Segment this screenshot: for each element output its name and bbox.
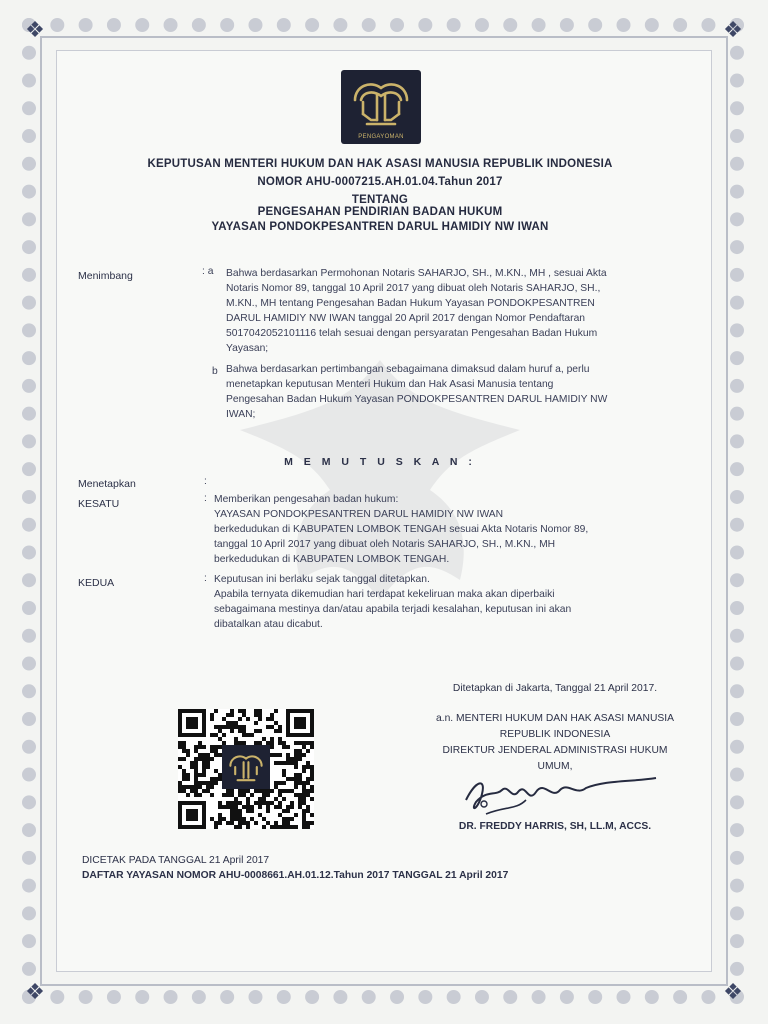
text-line: Bahwa berdasarkan Permohonan Notaris SAHARJO, SH., M.KN., MH , sesuai Akta [226, 268, 607, 279]
signatory-line: DIREKTUR JENDERAL ADMINISTRASI HUKUM [442, 745, 668, 756]
signature-scribble-icon [456, 770, 666, 820]
kesatu-label: KESATU [78, 498, 120, 510]
decree-tentang: TENTANG [351, 194, 409, 206]
text-line: 5017042052101116 telah sesuai dengan persyaratan Pengesahan Badan Hukum [226, 328, 598, 339]
kedua-text [214, 572, 696, 632]
kesatu-text [214, 492, 696, 567]
menimbang-a-text [226, 266, 696, 356]
text-line: berkedudukan di KABUPATEN LOMBOK TENGAH. [214, 554, 450, 565]
signatory-line: a.n. MENTERI HUKUM DAN HAK ASASI MANUSIA [435, 713, 675, 724]
corner-ornament-icon: ❖ [25, 18, 45, 43]
pengayoman-tree-icon [341, 70, 421, 134]
text-line: Keputusan ini berlaku sejak tanggal ditetapkan. [214, 574, 430, 585]
menetapkan-colon: : [204, 476, 207, 487]
kedua-label: KEDUA [78, 577, 115, 589]
pengayoman-emblem [341, 70, 421, 144]
corner-ornament-icon: ❖ [25, 980, 45, 1005]
menetapkan-label: Menetapkan [78, 478, 136, 490]
pengayoman-tree-icon [222, 745, 270, 789]
corner-ornament-icon: ❖ [723, 980, 743, 1005]
text-line: Yayasan; [226, 343, 269, 354]
qr-center-emblem [222, 745, 270, 789]
signatory-line: UMUM, [537, 761, 573, 772]
text-line: Memberikan pengesahan badan hukum: [214, 494, 399, 505]
text-line: dibatalkan atau dicabut. [214, 619, 323, 630]
text-line: M.KN., MH tentang Pengesahan Badan Hukum Yayasan PONDOKPESANTREN [226, 298, 595, 309]
signatory-name: DR. FREDDY HARRIS, SH, LL.M, ACCS. [458, 821, 652, 832]
signatory-title [400, 711, 710, 775]
signatory-line: REPUBLIK INDONESIA [499, 729, 611, 740]
text-line: Pengesahan Badan Hukum Yayasan PONDOKPESANTREN DARUL HAMIDIY NW [226, 394, 608, 405]
menimbang-b-marker: b [212, 366, 218, 377]
text-line: sebagaimana mestinya dan/atau apabila terjadi kesalahan, keputusan ini akan [214, 604, 572, 615]
text-line: IWAN; [226, 409, 256, 420]
decree-number: NOMOR AHU-0007215.AH.01.04.Tahun 2017 [257, 176, 503, 188]
kedua-colon: : [204, 573, 207, 584]
corner-ornament-icon: ❖ [723, 18, 743, 43]
menimbang-label: Menimbang [78, 270, 133, 282]
printed-date: DICETAK PADA TANGGAL 21 April 2017 [82, 855, 270, 866]
decree-foundation-name: YAYASAN PONDOKPESANTREN DARUL HAMIDIY NW IWAN [211, 221, 549, 233]
text-line: YAYASAN PONDOKPESANTREN DARUL HAMIDIY NW IWAN [214, 509, 504, 520]
emblem-caption: PENGAYOMAN [358, 134, 404, 140]
text-line: Notaris Nomor 89, tanggal 10 April 2017 yang dibuat oleh Notaris SAHARJO, SH., [226, 283, 601, 294]
menimbang-a-marker: : a [202, 266, 214, 277]
register-number: DAFTAR YAYASAN NOMOR AHU-0008661.AH.01.12.Tahun 2017 TANGGAL 21 April 2017 [82, 870, 509, 881]
text-line: menetapkan keputusan Menteri Hukum dan Hak Asasi Manusia tentang [226, 379, 554, 390]
text-line: Bahwa berdasarkan pertimbangan sebagaimana dimaksud dalam huruf a, perlu [226, 364, 590, 375]
kesatu-colon: : [204, 493, 207, 504]
place-date: Ditetapkan di Jakarta, Tanggal 21 April 2017. [452, 683, 658, 694]
text-line: Apabila ternyata dikemudian hari terdapat kekeliruan maka akan diperbaiki [214, 589, 555, 600]
text-line: berkedudukan di KABUPATEN LOMBOK TENGAH sesuai Akta Notaris Nomor 89, [214, 524, 589, 535]
menimbang-b-text [226, 362, 696, 422]
memutuskan-heading: M E M U T U S K A N : [284, 456, 476, 468]
text-line: DARUL HAMIDIY NW IWAN tanggal 20 April 2017 dengan Nomor Pendaftaran [226, 313, 586, 324]
text-line: tanggal 10 April 2017 yang dibuat oleh Notaris SAHARJO, SH., M.KN., MH [214, 539, 556, 550]
decree-title: KEPUTUSAN MENTERI HUKUM DAN HAK ASASI MANUSIA REPUBLIK INDONESIA [147, 158, 613, 170]
decree-subject: PENGESAHAN PENDIRIAN BADAN HUKUM [257, 206, 503, 218]
